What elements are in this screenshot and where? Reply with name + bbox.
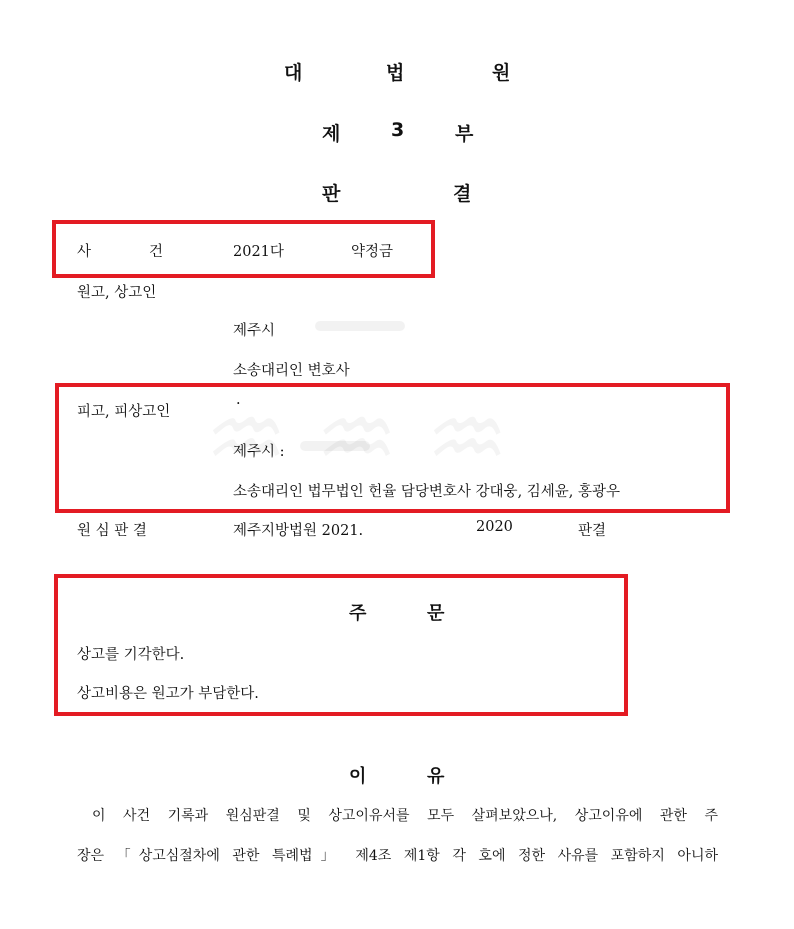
redaction-mark bbox=[315, 321, 405, 331]
case-number: 2021다 bbox=[233, 244, 284, 260]
order-heading-char-1: 주 bbox=[349, 603, 367, 624]
lower-court-suffix: 판결 bbox=[578, 523, 607, 539]
lower-court-label: 원 심 판 결 bbox=[77, 523, 147, 539]
defendant-counsel: 소송대리인 법무법인 헌율 담당변호사 강대웅, 김세윤, 홍광우 bbox=[233, 484, 621, 500]
order-heading-char-2: 문 bbox=[427, 603, 445, 624]
defendant-label: 피고, 피상고인 bbox=[77, 404, 171, 420]
case-label-char-2: 건 bbox=[149, 244, 164, 260]
order-highlight-box bbox=[54, 574, 628, 716]
case-name: 약정금 bbox=[351, 244, 394, 260]
lower-court-date: 제주지방법원 2021. bbox=[233, 523, 364, 539]
court-name-char-3: 원 bbox=[492, 62, 511, 84]
division-char-2: 3 bbox=[391, 119, 405, 141]
order-line-2: 상고비용은 원고가 부담한다. bbox=[77, 686, 259, 702]
court-name-char-2: 법 bbox=[386, 62, 405, 84]
defendant-highlight-box bbox=[55, 383, 730, 513]
division-char-1: 제 bbox=[322, 123, 341, 145]
lower-court-case-year: 2020 bbox=[476, 519, 513, 535]
case-highlight-box bbox=[52, 220, 435, 278]
reasons-heading-char-1: 이 bbox=[349, 766, 367, 787]
court-name-char-1: 대 bbox=[284, 62, 303, 84]
judgment-title-char-1: 판 bbox=[322, 183, 341, 205]
defendant-address: 제주시 : bbox=[233, 444, 285, 460]
plaintiff-label: 원고, 상고인 bbox=[77, 285, 157, 301]
order-line-1: 상고를 기각한다. bbox=[77, 647, 185, 663]
division-char-3: 부 bbox=[455, 123, 474, 145]
plaintiff-address: 제주시 bbox=[233, 323, 276, 339]
reasons-line-1: 이 사건 기록과 원심판결 및 상고이유서를 모두 살펴보았으나, 상고이유에 관한 주 bbox=[92, 808, 718, 824]
reasons-line-2: 장은 「상고심절차에 관한 특례법」 제4조 제1항 각 호에 정한 사유를 포함하지 아니하 bbox=[77, 848, 718, 864]
plaintiff-counsel: 소송대리인 변호사 bbox=[233, 363, 350, 379]
reasons-heading-char-2: 유 bbox=[427, 766, 445, 787]
case-label-char-1: 사 bbox=[77, 244, 92, 260]
judgment-title-char-2: 결 bbox=[453, 183, 472, 205]
defendant-name-fragment: · bbox=[236, 396, 241, 412]
